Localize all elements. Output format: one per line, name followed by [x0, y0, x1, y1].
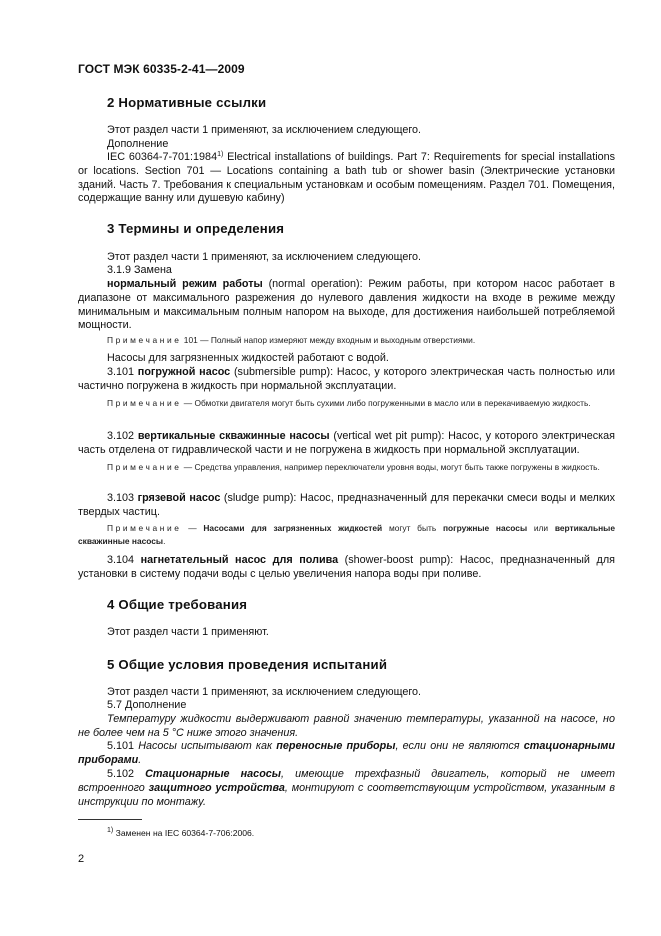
term-name: грязевой насос [137, 492, 221, 504]
note-3-102 [78, 461, 615, 474]
clause-term: Стационарные насосы [145, 768, 282, 780]
ref-standard: IEC 60364-7-701:1984 [107, 151, 218, 163]
term-3-101 [78, 366, 615, 394]
note-text: . [163, 535, 166, 546]
note-label: Примечание [107, 462, 182, 472]
clause-text: , имеющие трехфазный двигатель, который не имеет встроенного [78, 768, 615, 794]
clause-term: стационарными приборами [78, 740, 615, 766]
note-3-103 [78, 522, 615, 547]
s3-replacement-label: 3.1.9 Замена [107, 264, 172, 276]
term-number: 3.102 [107, 430, 138, 442]
note-text: — [181, 523, 204, 533]
term-text: (vertical wet pit pump): Насос, у которого электрическая часть отделена от гидравлической части и не погружена в жидкость при нормальной эксплуатации. [78, 430, 615, 456]
s5-temperature: Температуру жидкости выдерживают равной значению температуры, указанной на насосе, но не более чем на 5 °С ниже этого значения. [78, 713, 615, 739]
footnote-marker: 1) [107, 827, 114, 834]
term-text: (submersible pump): Насос, у которого электрическая часть полностью или частично погружена в жидкость при нормальной эксплуатации. [78, 366, 615, 392]
note-term: вертикальные скважинные насосы [78, 523, 615, 546]
note-text: — Обмотки двигателя могут быть сухими либо погруженными в масло или в перекачиваемую жидкость. [181, 398, 591, 408]
s4-text: Этот раздел части 1 применяют. [107, 626, 269, 638]
clause-text: Насосы испытывают как [138, 740, 277, 752]
clause-text: , если они не являются [395, 740, 524, 752]
clause-number: 5.101 [107, 740, 139, 752]
section-3-title: 3 Термины и определения [107, 221, 285, 236]
s3-dirty-liquids: Насосы для загрязненных жидкостей работают с водой. [107, 352, 389, 364]
note-label: Примечание [107, 335, 182, 345]
clause-text: , монтируют с соответствующим устройством, указанным в инструкции по монтажу. [78, 781, 616, 808]
term-text: (sludge pump): Насос, предназначенный для перекачки смеси воды и мелких твердых частиц. [78, 492, 615, 518]
note-text: 101 — Полный напор измеряют между входным и выходным отверстиями. [181, 335, 476, 345]
s3-intro: Этот раздел части 1 применяют, за исключением следующего. [107, 251, 422, 263]
section-2-title: 2 Нормативные ссылки [107, 95, 267, 110]
document-header: ГОСТ МЭК 60335-2-41—2009 [78, 62, 245, 76]
note-101 [78, 334, 615, 347]
page-number: 2 [78, 853, 85, 865]
note-text: — Средства управления, например переключатели уровня воды, могут быть также погружены в жидкость. [181, 462, 600, 472]
note-label: Примечание [107, 398, 182, 408]
term-number: 3.104 [107, 554, 141, 566]
footnote [107, 828, 254, 838]
def-text: (normal operation): Режим работы, при котором насос работает в диапазоне от максимального разрежения до нулевого давления жидкости на входе в режиме между минимальным и максимальным полным напором на выходе, для достижения наибольшей потребляемой мощности. [78, 278, 615, 332]
footnote-marker: 1) [217, 151, 224, 158]
note-term: Насосами для загрязненных жидкостей [203, 523, 383, 533]
term-name: погружной насос [137, 366, 231, 378]
s5-addition-label: 5.7 Дополнение [107, 699, 187, 711]
s3-definition [78, 278, 615, 333]
s2-reference [78, 151, 615, 206]
note-term: погружные насосы [442, 523, 528, 533]
note-label: Примечание [107, 523, 182, 533]
footnote-text: Заменен на IEC 60364-7-706:2006. [113, 828, 255, 838]
note-text: могут быть [382, 523, 443, 533]
term-3-102 [78, 430, 615, 458]
section-4-title: 4 Общие требования [107, 597, 248, 612]
term-number: 3.103 [107, 492, 138, 504]
note-text: или [527, 523, 555, 533]
clause-term: защитного устройства [148, 781, 285, 794]
s5-101 [78, 740, 615, 768]
clause-number: 5.102 [107, 768, 146, 780]
clause-text: . [138, 753, 142, 766]
term-name: нагнетательный насос для полива [140, 554, 339, 566]
section-5-title: 5 Общие условия проведения испытаний [107, 657, 388, 672]
note-3-101 [78, 397, 615, 410]
s5-intro: Этот раздел части 1 применяют, за исключением следующего. [107, 686, 422, 698]
term-text: (shower-boost pump): Насос, предназначенный для установки в систему подачи воды с целью увеличения напора воды при поливе. [78, 554, 615, 580]
ref-text: Electrical installations of buildings. Part 7: Requirements for special installations or locations. Section 701 — Locations containing a bath tub or shower basin (Электрические установки зданий. Часть 7. Требования к специальным установкам и особым помещениям. Раздел 701. Помещения, содержащие ванну или душевую кабину) [78, 151, 615, 205]
def-term: нормальный режим работы [107, 278, 263, 290]
s2-intro: Этот раздел части 1 применяют, за исключением следующего. [107, 124, 422, 136]
term-3-103 [78, 492, 615, 520]
s5-102 [78, 768, 615, 809]
clause-term: переносные приборы [276, 740, 396, 752]
s2-addition-label: Дополнение [107, 138, 169, 150]
footnote-divider [78, 819, 142, 820]
term-3-104 [78, 554, 615, 582]
term-name: вертикальные скважинные насосы [137, 430, 330, 442]
term-number: 3.101 [107, 366, 138, 378]
